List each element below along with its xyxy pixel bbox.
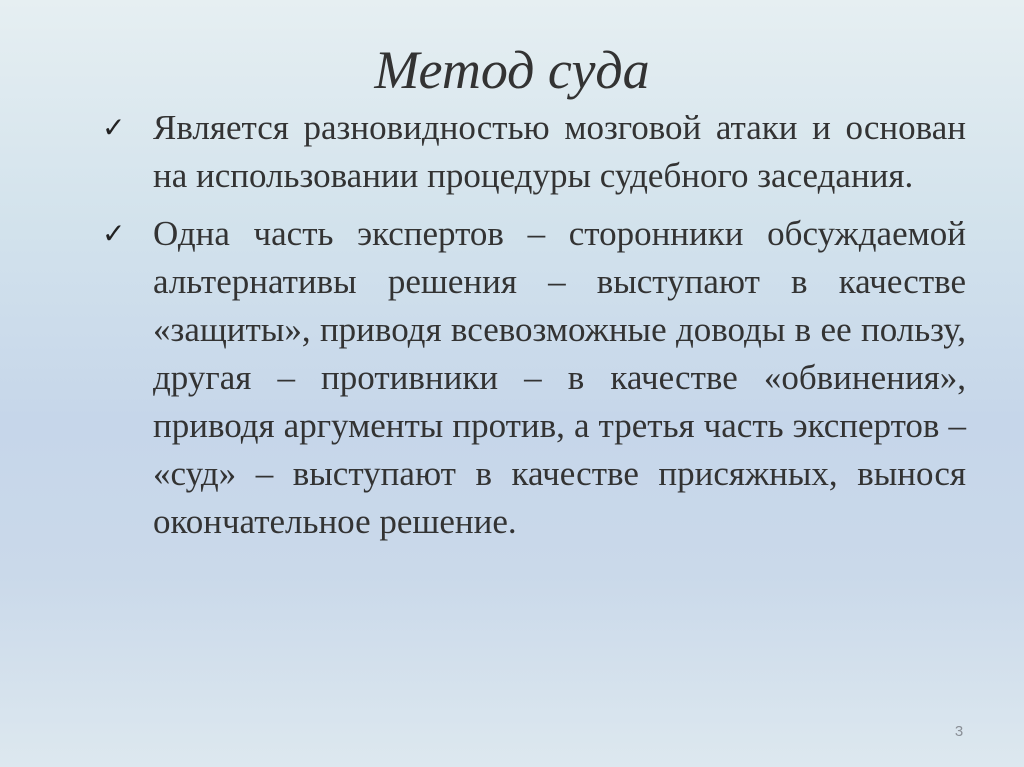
- bullet-item: [100, 104, 966, 200]
- checkmark-icon: ✓: [102, 111, 126, 144]
- checkmark-icon: ✓: [102, 217, 126, 250]
- slide-number: 3: [954, 723, 964, 740]
- bullet-list: [100, 104, 966, 556]
- bullet-item: [100, 210, 966, 546]
- bullet-text: Одна часть экспертов – сторонники обсуждаемой альтернативы решения – выступают в качестве «защиты», приводя всевозможные доводы в ее пользу, другая – противники – в качестве «обвинения», приводя аргументы против, а третья часть экспертов – «суд» – выступают в качестве присяжных, вынося окончательное решение.: [153, 214, 966, 541]
- slide-title: Метод суда: [374, 40, 650, 100]
- bullet-text: Является разновидностью мозговой атаки и основан на использовании процедуры судебного заседания.: [153, 108, 966, 195]
